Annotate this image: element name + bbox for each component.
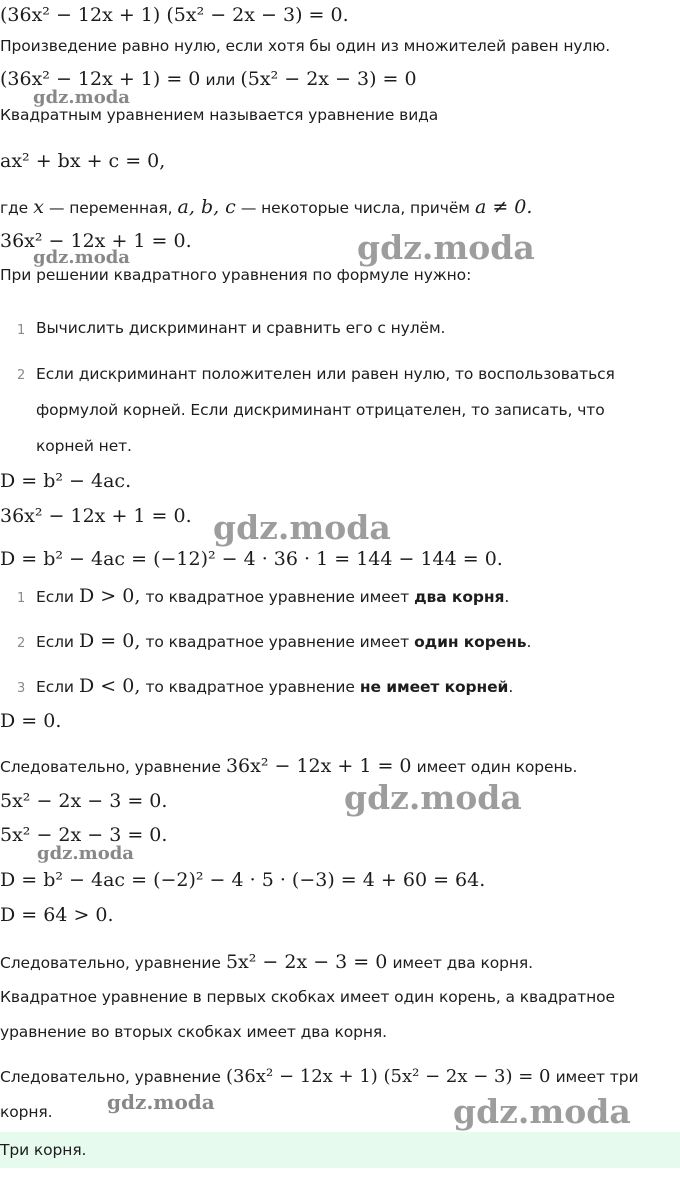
conclusion-pre: Следовательно, уравнение bbox=[0, 758, 221, 776]
watermark: gdz.moda bbox=[357, 228, 535, 267]
watermark: gdz.moda bbox=[344, 778, 522, 817]
case-post: то квадратное уравнение имеет bbox=[145, 633, 410, 651]
final-pre: Следовательно, уравнение bbox=[0, 1068, 221, 1086]
case-line bbox=[36, 587, 509, 606]
where-pre: где bbox=[0, 199, 29, 217]
step-text: Вычислить дискриминант и сравнить его с нулём. bbox=[36, 319, 446, 337]
summary-line: Квадратное уравнение в первых скобках имеет один корень, а квадратное bbox=[0, 988, 615, 1006]
answer-text: Три корня. bbox=[0, 1141, 87, 1159]
watermark: gdz.moda bbox=[213, 508, 391, 547]
answer-block bbox=[0, 1132, 680, 1168]
case-pre: Если bbox=[36, 678, 74, 696]
case-bold: один корень bbox=[414, 633, 527, 651]
discriminant-formula: D = b² − 4ac. bbox=[0, 470, 132, 492]
case-end: . bbox=[504, 588, 510, 606]
equation-2-repeat: 5x² − 2x − 3 = 0. bbox=[0, 824, 168, 846]
case-line bbox=[36, 677, 513, 696]
case-end: . bbox=[526, 633, 532, 651]
step-number: 1 bbox=[17, 323, 26, 338]
final-math: (36x² − 12x + 1) (5x² − 2x − 3) = 0 bbox=[225, 1066, 551, 1087]
equation-2: 5x² − 2x − 3 = 0. bbox=[0, 790, 168, 812]
definition-text: Квадратным уравнением называется уравнение вида bbox=[0, 106, 439, 124]
where-mid2: — некоторые числа, причём bbox=[240, 199, 470, 217]
case-bold: не имеет корней bbox=[359, 678, 509, 696]
final-post: имеет три bbox=[555, 1068, 639, 1086]
discriminant-2-result: D = 64 > 0. bbox=[0, 904, 114, 926]
split-right: (5x² − 2x − 3) = 0 bbox=[240, 68, 417, 90]
case-number: 2 bbox=[17, 636, 26, 651]
watermark: gdz.moda bbox=[107, 1090, 215, 1114]
case-number: 1 bbox=[17, 591, 26, 606]
watermark: gdz.moda bbox=[37, 843, 134, 864]
split-left: (36x² − 12x + 1) = 0 bbox=[0, 68, 201, 90]
case-line bbox=[36, 632, 531, 651]
split-or: или bbox=[205, 71, 236, 89]
final-conclusion bbox=[0, 1068, 638, 1086]
where-mid: — переменная, bbox=[49, 199, 173, 217]
equation-1: 36x² − 12x + 1 = 0. bbox=[0, 230, 192, 252]
case-post: то квадратное уравнение bbox=[145, 678, 355, 696]
watermark: gdz.moda bbox=[453, 1092, 631, 1131]
conclusion-2 bbox=[0, 953, 533, 972]
conclusion-post: имеет два корня. bbox=[392, 954, 533, 972]
where-x: x bbox=[33, 196, 44, 218]
final-conclusion-line2: корня. bbox=[0, 1103, 53, 1121]
where-line bbox=[0, 198, 532, 217]
discriminant-1-calc: D = b² − 4ac = (−12)² − 4 · 36 · 1 = 144 − 144 = 0. bbox=[0, 548, 503, 570]
method-intro: При решении квадратного уравнения по формуле нужно: bbox=[0, 266, 472, 284]
conclusion-post: имеет один корень. bbox=[416, 758, 578, 776]
conclusion-math: 36x² − 12x + 1 = 0 bbox=[225, 755, 412, 777]
case-post: то квадратное уравнение имеет bbox=[145, 588, 410, 606]
step-number: 2 bbox=[17, 368, 26, 383]
general-form: ax² + bx + c = 0, bbox=[0, 150, 166, 172]
case-math: D < 0, bbox=[79, 675, 141, 697]
discriminant-2-calc: D = b² − 4ac = (−2)² − 4 · 5 · (−3) = 4 + 60 = 64. bbox=[0, 869, 486, 891]
discriminant-1-result: D = 0. bbox=[0, 710, 62, 732]
case-math: D > 0, bbox=[79, 585, 141, 607]
product-rule-text: Произведение равно нулю, если хотя бы один из множителей равен нулю. bbox=[0, 37, 611, 55]
conclusion-pre: Следовательно, уравнение bbox=[0, 954, 221, 972]
case-number: 3 bbox=[17, 681, 26, 696]
watermark: gdz.moda bbox=[33, 247, 130, 268]
case-math: D = 0, bbox=[79, 630, 141, 652]
conclusion-math: 5x² − 2x − 3 = 0 bbox=[225, 951, 388, 973]
case-end: . bbox=[508, 678, 514, 696]
watermark: gdz.moda bbox=[33, 87, 130, 108]
case-pre: Если bbox=[36, 633, 74, 651]
summary-line: уравнение во вторых скобках имеет два корня. bbox=[0, 1023, 387, 1041]
case-bold: два корня bbox=[414, 588, 505, 606]
step-text: Если дискриминант положителен или равен нулю, то воспользоваться bbox=[36, 365, 615, 383]
case-pre: Если bbox=[36, 588, 74, 606]
conclusion-1 bbox=[0, 757, 577, 776]
step-text: корней нет. bbox=[36, 437, 132, 455]
equation-1-repeat: 36x² − 12x + 1 = 0. bbox=[0, 505, 192, 527]
where-abc: a, b, c bbox=[177, 196, 236, 218]
main-equation: (36x² − 12x + 1) (5x² − 2x − 3) = 0. bbox=[0, 4, 349, 26]
step-text: формулой корней. Если дискриминант отрицателен, то записать, что bbox=[36, 401, 605, 419]
where-cond: a ≠ 0. bbox=[474, 196, 533, 218]
